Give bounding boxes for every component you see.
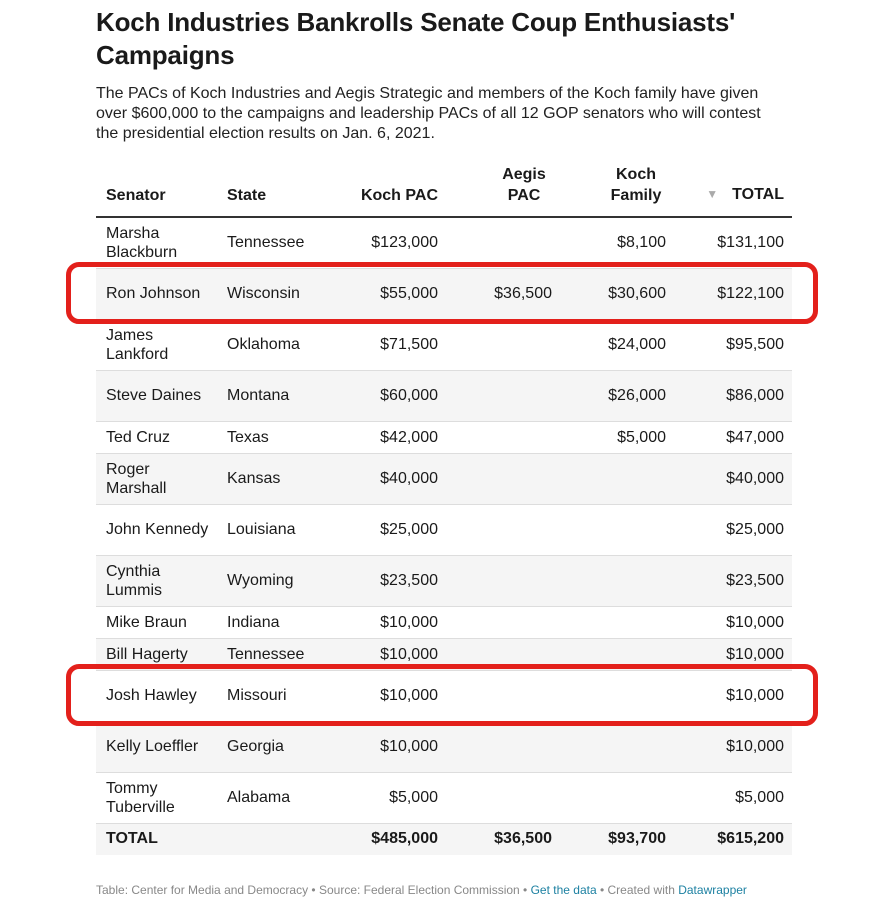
koch-pac-cell: $71,500 bbox=[338, 319, 446, 370]
totals-aegis-pac: $36,500 bbox=[446, 823, 560, 855]
column-header-senator[interactable]: Senator bbox=[96, 164, 217, 217]
aegis-pac-cell bbox=[446, 606, 560, 638]
data-table bbox=[96, 164, 792, 855]
senator-cell: Mike Braun bbox=[96, 606, 217, 638]
state-cell: Missouri bbox=[217, 670, 338, 721]
senator-cell: Bill Hagerty bbox=[96, 638, 217, 670]
table-row bbox=[96, 268, 792, 319]
koch-family-cell: $8,100 bbox=[560, 217, 674, 268]
totals-koch-pac: $485,000 bbox=[338, 823, 446, 855]
table-row bbox=[96, 638, 792, 670]
senator-cell: Roger Marshall bbox=[96, 453, 217, 504]
datawrapper-link[interactable]: Datawrapper bbox=[678, 883, 747, 897]
aegis-pac-cell bbox=[446, 772, 560, 823]
state-cell: Wyoming bbox=[217, 555, 338, 606]
state-cell: Wisconsin bbox=[217, 268, 338, 319]
table-row bbox=[96, 670, 792, 721]
aegis-pac-cell bbox=[446, 453, 560, 504]
koch-pac-cell: $123,000 bbox=[338, 217, 446, 268]
koch-family-cell bbox=[560, 670, 674, 721]
state-cell: Kansas bbox=[217, 453, 338, 504]
state-cell: Texas bbox=[217, 421, 338, 453]
aegis-pac-cell bbox=[446, 370, 560, 421]
koch-pac-cell: $10,000 bbox=[338, 638, 446, 670]
column-header-state[interactable]: State bbox=[217, 164, 338, 217]
get-data-link[interactable]: Get the data bbox=[530, 883, 597, 897]
koch-family-cell bbox=[560, 638, 674, 670]
aegis-pac-cell bbox=[446, 217, 560, 268]
total-cell: $122,100 bbox=[674, 268, 792, 319]
koch-pac-cell: $60,000 bbox=[338, 370, 446, 421]
koch-family-cell bbox=[560, 453, 674, 504]
aegis-pac-cell bbox=[446, 504, 560, 555]
koch-family-cell: $24,000 bbox=[560, 319, 674, 370]
koch-pac-cell: $10,000 bbox=[338, 670, 446, 721]
senator-cell: Kelly Loeffler bbox=[96, 721, 217, 772]
state-cell: Alabama bbox=[217, 772, 338, 823]
aegis-pac-cell bbox=[446, 721, 560, 772]
aegis-pac-cell bbox=[446, 638, 560, 670]
totals-state bbox=[217, 823, 338, 855]
koch-family-cell bbox=[560, 606, 674, 638]
total-cell: $23,500 bbox=[674, 555, 792, 606]
state-cell: Montana bbox=[217, 370, 338, 421]
table-row bbox=[96, 721, 792, 772]
sort-descending-icon: ▼ bbox=[706, 187, 719, 201]
total-cell: $86,000 bbox=[674, 370, 792, 421]
column-header-koch-pac[interactable]: Koch PAC bbox=[338, 164, 446, 217]
state-cell: Oklahoma bbox=[217, 319, 338, 370]
totals-label: TOTAL bbox=[96, 823, 217, 855]
chart-notes bbox=[96, 883, 747, 898]
senator-cell: Steve Daines bbox=[96, 370, 217, 421]
table-row bbox=[96, 217, 792, 268]
source-text: Table: Center for Media and Democracy • Source: Federal Election Commission • bbox=[96, 883, 531, 897]
koch-family-cell bbox=[560, 772, 674, 823]
totals-koch-family: $93,700 bbox=[560, 823, 674, 855]
column-header-aegis-pac[interactable]: Aegis PAC bbox=[446, 164, 560, 217]
koch-pac-cell: $10,000 bbox=[338, 606, 446, 638]
aegis-pac-cell bbox=[446, 670, 560, 721]
senator-cell: Tommy Tuberville bbox=[96, 772, 217, 823]
state-cell: Georgia bbox=[217, 721, 338, 772]
senator-cell: Cynthia Lummis bbox=[96, 555, 217, 606]
koch-family-cell bbox=[560, 504, 674, 555]
state-cell: Louisiana bbox=[217, 504, 338, 555]
totals-row bbox=[96, 823, 792, 855]
koch-family-cell: $5,000 bbox=[560, 421, 674, 453]
koch-family-cell bbox=[560, 555, 674, 606]
total-cell: $47,000 bbox=[674, 421, 792, 453]
koch-pac-cell: $40,000 bbox=[338, 453, 446, 504]
koch-pac-cell: $42,000 bbox=[338, 421, 446, 453]
table-row bbox=[96, 421, 792, 453]
total-cell: $10,000 bbox=[674, 638, 792, 670]
chart-subtitle: The PACs of Koch Industries and Aegis Strategic and members of the Koch family have given over $600,000 to the campaigns and leadership PACs of all 12 GOP senators who will contest the presidential election results on Jan. 6, 2021. bbox=[96, 85, 761, 142]
table-row bbox=[96, 319, 792, 370]
total-cell: $95,500 bbox=[674, 319, 792, 370]
koch-family-cell bbox=[560, 721, 674, 772]
state-cell: Indiana bbox=[217, 606, 338, 638]
senator-cell: John Kennedy bbox=[96, 504, 217, 555]
koch-family-cell: $26,000 bbox=[560, 370, 674, 421]
chart-title: Koch Industries Bankrolls Senate Coup Enthusiasts' Campaigns bbox=[96, 7, 736, 70]
senator-cell: Ted Cruz bbox=[96, 421, 217, 453]
senator-cell: James Lankford bbox=[96, 319, 217, 370]
aegis-pac-cell bbox=[446, 421, 560, 453]
total-cell: $10,000 bbox=[674, 670, 792, 721]
table-row bbox=[96, 772, 792, 823]
table-row bbox=[96, 370, 792, 421]
total-cell: $131,100 bbox=[674, 217, 792, 268]
senator-cell: Marsha Blackburn bbox=[96, 217, 217, 268]
totals-total: $615,200 bbox=[674, 823, 792, 855]
koch-pac-cell: $5,000 bbox=[338, 772, 446, 823]
table-row bbox=[96, 555, 792, 606]
notes-separator: • Created with bbox=[596, 883, 679, 897]
total-cell: $10,000 bbox=[674, 606, 792, 638]
state-cell: Tennessee bbox=[217, 638, 338, 670]
senator-cell: Josh Hawley bbox=[96, 670, 217, 721]
koch-pac-cell: $23,500 bbox=[338, 555, 446, 606]
column-header-total[interactable]: ▼ TOTAL bbox=[674, 164, 792, 217]
state-cell: Tennessee bbox=[217, 217, 338, 268]
koch-pac-cell: $10,000 bbox=[338, 721, 446, 772]
total-cell: $10,000 bbox=[674, 721, 792, 772]
total-cell: $5,000 bbox=[674, 772, 792, 823]
table-header-row bbox=[96, 164, 792, 217]
aegis-pac-cell bbox=[446, 555, 560, 606]
total-cell: $40,000 bbox=[674, 453, 792, 504]
koch-pac-cell: $55,000 bbox=[338, 268, 446, 319]
column-header-koch-family[interactable]: Koch Family bbox=[560, 164, 674, 217]
total-cell: $25,000 bbox=[674, 504, 792, 555]
aegis-pac-cell: $36,500 bbox=[446, 268, 560, 319]
chart-container bbox=[96, 0, 792, 848]
table-row bbox=[96, 606, 792, 638]
aegis-pac-cell bbox=[446, 319, 560, 370]
koch-pac-cell: $25,000 bbox=[338, 504, 446, 555]
table-row bbox=[96, 453, 792, 504]
koch-family-cell: $30,600 bbox=[560, 268, 674, 319]
table-row bbox=[96, 504, 792, 555]
senator-cell: Ron Johnson bbox=[96, 268, 217, 319]
